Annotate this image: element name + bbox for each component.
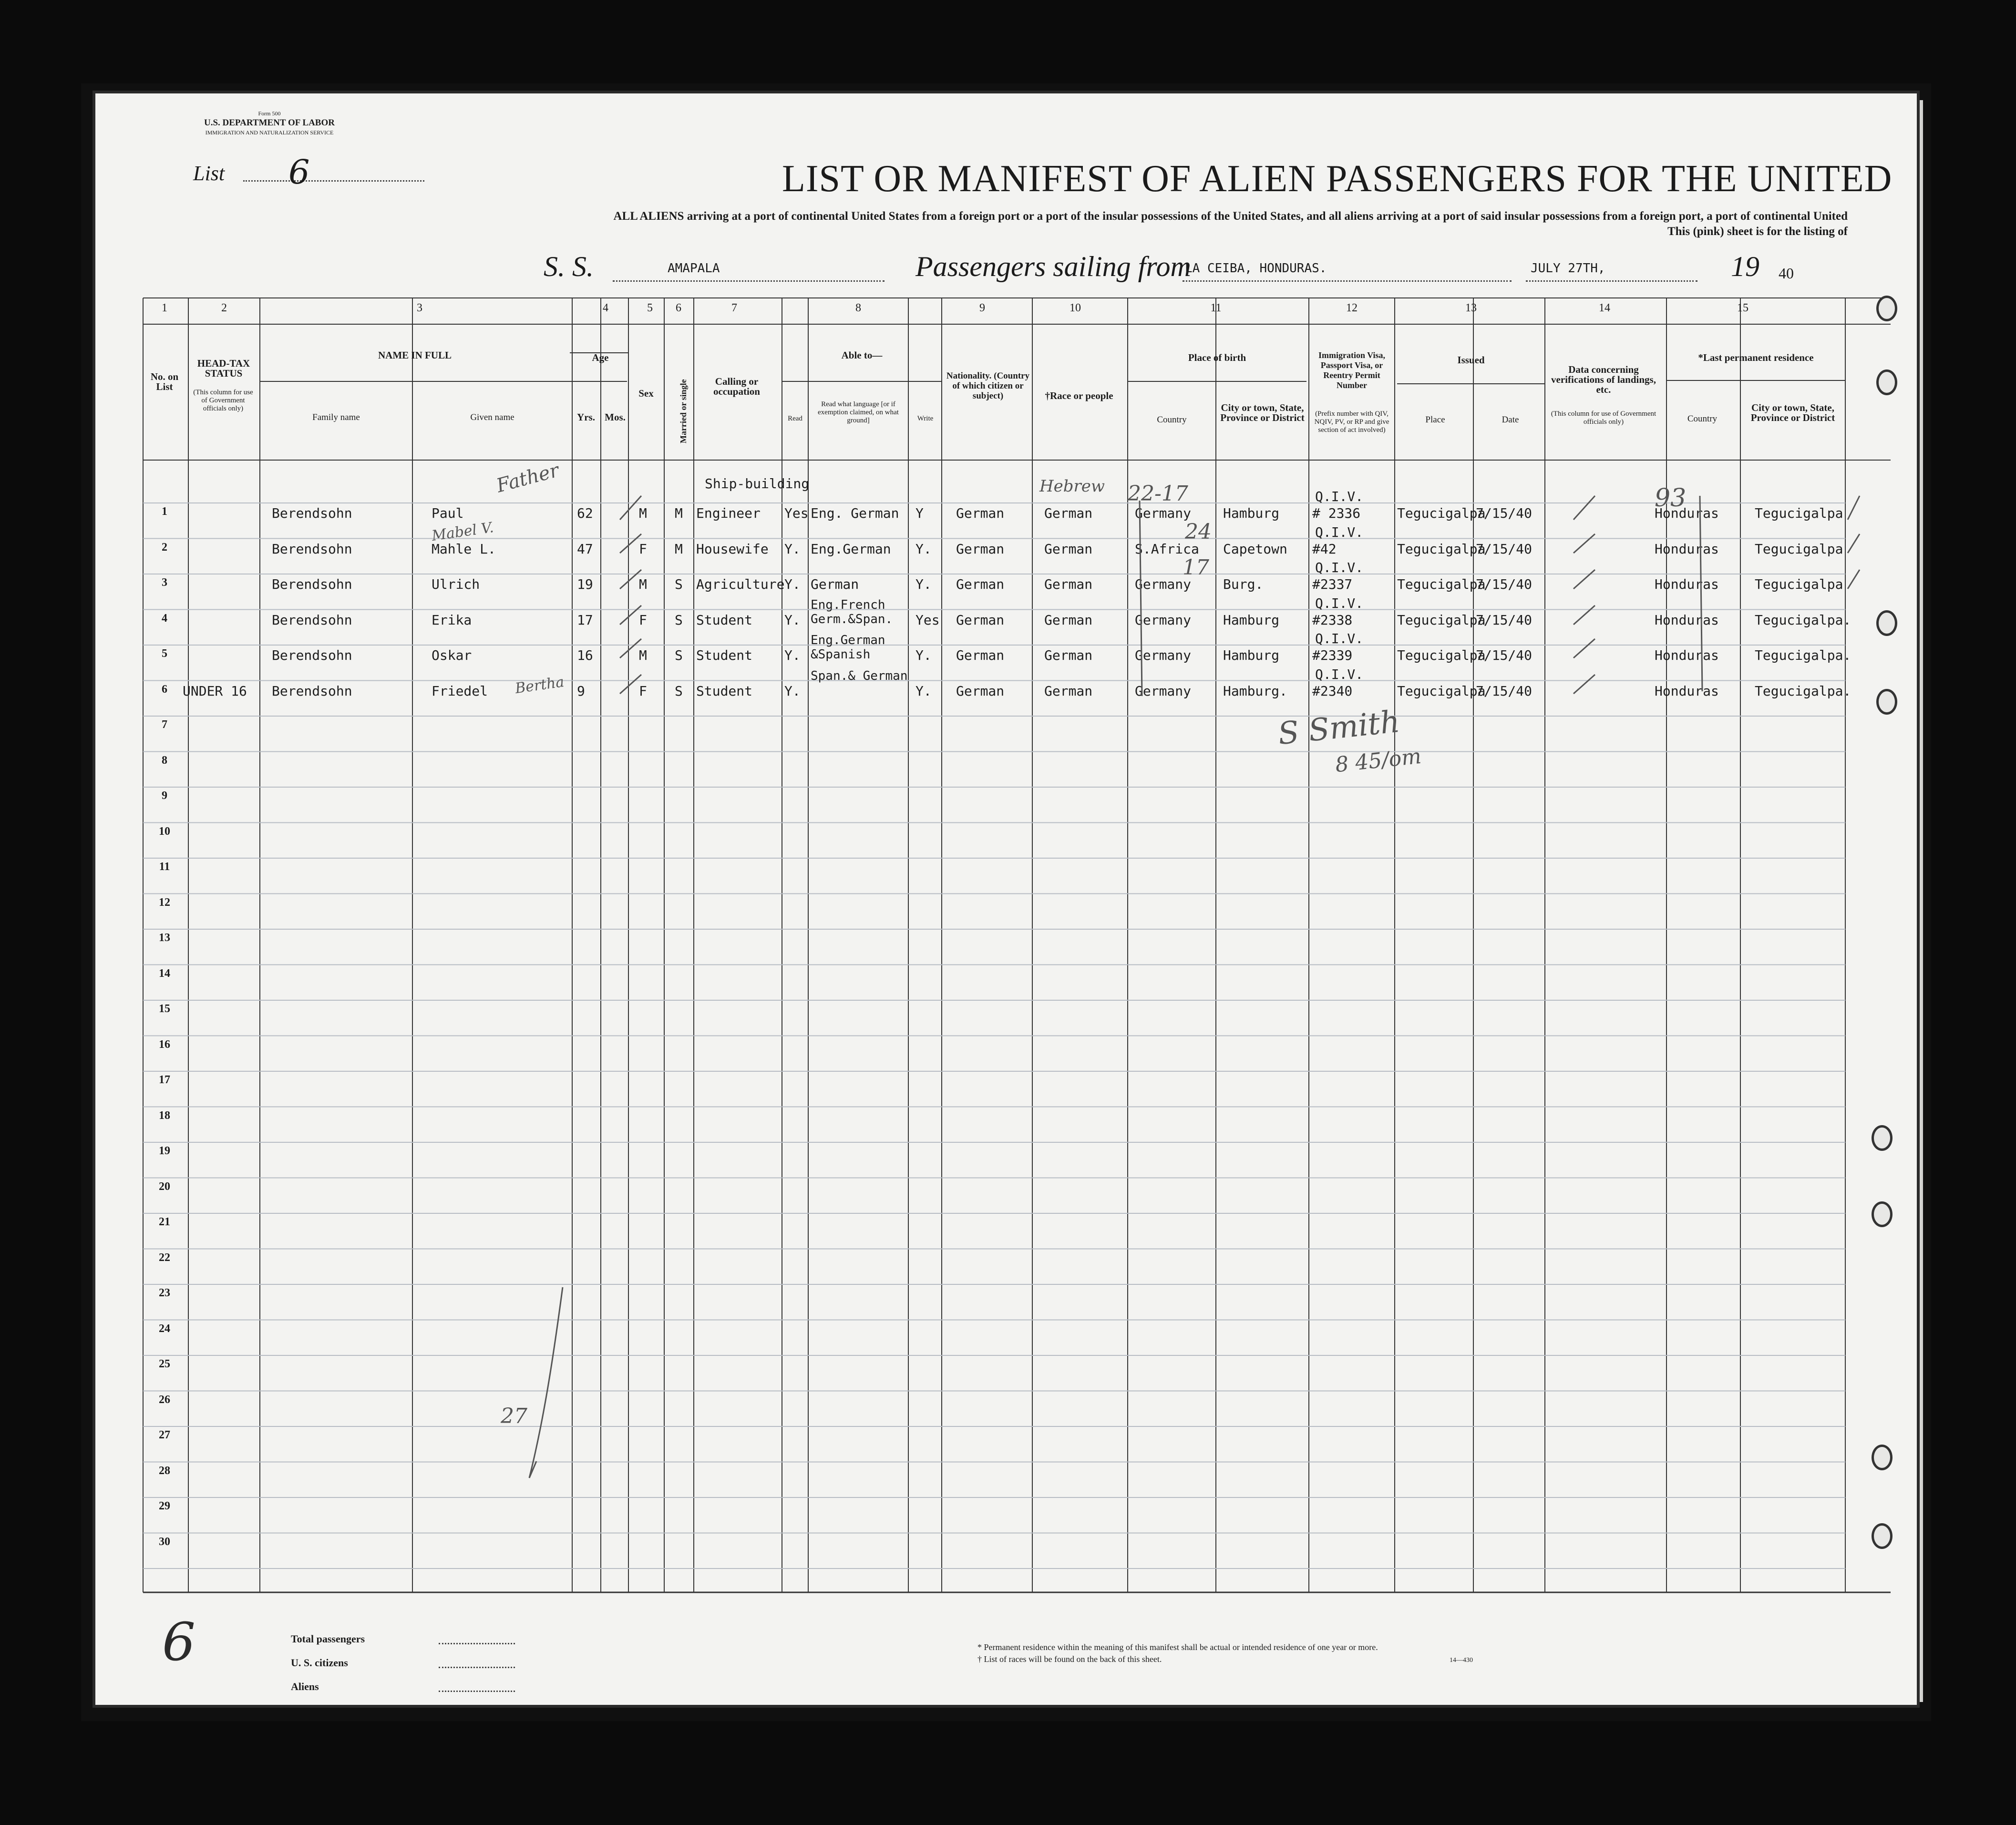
cell-res-country: Honduras	[1655, 541, 1719, 557]
row-number: 30	[159, 1535, 170, 1548]
cell-given: Ulrich	[432, 576, 480, 592]
cell-yrs: 62	[577, 505, 593, 521]
inspector-signature: S Smith	[1276, 704, 1402, 752]
citizens-line	[439, 1667, 515, 1668]
col-number: 11	[1210, 302, 1222, 314]
departure-port: LA CEIBA, HONDURAS.	[1185, 261, 1327, 276]
cell-married: S	[675, 576, 683, 592]
subtitle-line-1: ALL ALIENS arriving at a port of continental United States from a foreign port or a port of the insular possessions of the United States, and all aliens arriving at a port of said insular possessions from a foreign port, a port of continental United	[613, 210, 1848, 223]
row-number: 20	[159, 1180, 170, 1193]
cell-nationality: German	[956, 683, 1005, 699]
hdr-nationality: Nationality. (Country of which citizen or subject)	[946, 371, 1030, 401]
cell-given: Paul	[432, 505, 464, 521]
annotation-bertha: Bertha	[514, 673, 566, 697]
cell-res-city: Tegucigalpa.	[1755, 683, 1851, 699]
margin-number: 6	[162, 1611, 195, 1672]
cell-read: Y.	[784, 576, 801, 592]
hdr-read-language: Read what language [or if exemption claimed, on what ground]	[818, 400, 899, 424]
row-number: 6	[162, 683, 167, 696]
cell-date: 7/15/40	[1476, 612, 1533, 628]
hdr-mos: Mos.	[605, 411, 626, 423]
hdr-place-of-birth: Place of birth	[1188, 352, 1246, 363]
cell-res-city: Tegucigalpa	[1755, 505, 1843, 521]
cell-yrs: 17	[577, 612, 593, 628]
cell-yrs: 47	[577, 541, 593, 557]
row-number: 10	[159, 825, 170, 838]
annotation-count: 27	[501, 1404, 527, 1428]
cell-write: Y.	[915, 647, 932, 663]
row-number: 26	[159, 1393, 170, 1406]
form-number: Form 500	[258, 110, 281, 117]
hdr-yrs: Yrs.	[577, 411, 595, 423]
hdr-family-name: Family name	[312, 412, 360, 422]
hdr-residence-country: Country	[1687, 414, 1718, 424]
ss-label: S. S.	[544, 251, 594, 282]
hdr-calling: Calling or occupation	[713, 376, 760, 397]
cell-res-city: Tegucigalpa	[1755, 541, 1843, 557]
cell-res-country: Honduras	[1655, 647, 1719, 663]
cell-place: Tegucigalpa	[1397, 541, 1486, 557]
hdr-able-to: Able to—	[841, 349, 883, 361]
cell-place: Tegucigalpa	[1397, 647, 1486, 663]
binder-hole	[1872, 1201, 1893, 1227]
cell-visa: #2339	[1312, 647, 1353, 663]
cell-res-city: Tegucigalpa.	[1755, 612, 1851, 628]
cell-race: German	[1044, 576, 1093, 592]
year-suffix: 40	[1779, 265, 1794, 282]
cell-read: Yes	[784, 505, 809, 521]
row-number: 14	[159, 967, 170, 980]
cell-write: Y	[915, 505, 924, 521]
cell-country: Germany	[1135, 647, 1192, 663]
col-number: 15	[1737, 302, 1749, 314]
row-number: 23	[159, 1287, 170, 1299]
manifest-title: LIST OR MANIFEST OF ALIEN PASSENGERS FOR THE UNITED	[782, 158, 1893, 200]
cell-date: 7/15/40	[1476, 541, 1533, 557]
total-line	[439, 1643, 515, 1644]
department: U.S. DEPARTMENT OF LABOR	[204, 118, 335, 128]
binder-hole	[1876, 689, 1897, 715]
cell-read: Y.	[784, 647, 801, 663]
binder-hole	[1876, 296, 1897, 321]
us-citizens-label: U. S. citizens	[291, 1657, 348, 1669]
cell-race: German	[1044, 505, 1093, 521]
hdr-head-tax-note: (This column for use of Government officials only)	[193, 389, 253, 412]
aliens-label: Aliens	[291, 1681, 319, 1692]
binder-hole	[1872, 1523, 1893, 1549]
col-number: 9	[979, 302, 985, 314]
cell-sex: F	[639, 541, 647, 557]
row-number: 25	[159, 1358, 170, 1370]
cell-given: Oskar	[432, 647, 472, 663]
cell-write: Yes	[915, 612, 940, 628]
cell-visa: # 2336	[1312, 505, 1361, 521]
hdr-residence-city: City or town, State, Province or District	[1750, 402, 1835, 423]
year-prefix: 19	[1731, 251, 1759, 282]
hdr-given-name: Given name	[470, 412, 514, 422]
cell-family: Berendsohn	[272, 647, 352, 663]
cell-date: 7/15/40	[1476, 505, 1533, 521]
cell-lang: Eng.German &Spanish	[811, 633, 885, 662]
cell-city: Hamburg.	[1223, 683, 1287, 699]
col-number: 14	[1599, 302, 1610, 314]
cell-write: Y.	[915, 576, 932, 592]
subtitle-line-2: This (pink) sheet is for the listing of	[1667, 225, 1848, 238]
col-number: 2	[221, 302, 227, 314]
cell-sex: F	[639, 612, 647, 628]
hdr-birth-country: Country	[1157, 415, 1187, 425]
cell-calling-top: Ship-building	[705, 476, 810, 492]
cell-res-country: Honduras	[1655, 683, 1719, 699]
cell-city: Burg.	[1223, 576, 1264, 592]
hdr-no-on-list: No. on List	[150, 371, 179, 392]
cell-family: Berendsohn	[272, 576, 352, 592]
col-number: 10	[1070, 302, 1081, 314]
row-number: 3	[162, 576, 167, 589]
total-passengers-label: Total passengers	[291, 1633, 365, 1645]
hdr-issued: Issued	[1457, 354, 1485, 366]
hdr-verification: Data concerning verifications of landings, etc.	[1551, 364, 1656, 395]
cell-country: Germany	[1135, 612, 1192, 628]
col-number: 1	[162, 302, 167, 314]
binder-hole	[1876, 369, 1897, 395]
row-number: 18	[159, 1109, 170, 1122]
list-number: 6	[288, 153, 310, 192]
cell-calling: Engineer	[696, 505, 761, 521]
hdr-race: †Race or people	[1045, 390, 1113, 401]
annotation-fraction: 8 45/om	[1334, 744, 1423, 778]
annotation-race: Hebrew	[1039, 477, 1105, 496]
cell-read: Y.	[784, 612, 801, 628]
cell-country: S.Africa	[1135, 541, 1199, 557]
hdr-birth-city: City or town, State, Province or District	[1220, 402, 1305, 423]
cell-place: Tegucigalpa	[1397, 683, 1486, 699]
col-number: 12	[1346, 302, 1358, 314]
cell-country: Germany	[1135, 505, 1192, 521]
annotation-age-code: 22-17	[1128, 482, 1188, 506]
hdr-visa: Immigration Visa, Passport Visa, or Reentry Permit Number	[1318, 350, 1385, 390]
cell-res-country: Honduras	[1655, 505, 1719, 521]
cell-calling: Housewife	[696, 541, 769, 557]
binder-hole	[1872, 1125, 1893, 1151]
aliens-line	[439, 1691, 515, 1692]
cell-visa: #42	[1312, 541, 1337, 557]
cell-yrs: 19	[577, 576, 593, 592]
cell-yrs: 9	[577, 683, 585, 699]
binder-hole	[1872, 1445, 1893, 1470]
cell-res-country: Honduras	[1655, 576, 1719, 592]
cell-family: Berendsohn	[272, 541, 352, 557]
cell-write: Y.	[915, 683, 932, 699]
cell-city: Hamburg	[1223, 647, 1280, 663]
footnote-races: † List of races will be found on the back of this sheet.	[977, 1654, 1162, 1664]
cell-lang: Eng.French Germ.&Span.	[811, 597, 893, 626]
departure-date: JULY 27TH,	[1531, 261, 1605, 276]
col-number: 8	[855, 302, 861, 314]
cell-family: Berendsohn	[272, 505, 352, 521]
col-number: 5	[647, 302, 653, 314]
row-number: 21	[159, 1216, 170, 1228]
cell-given: Erika	[432, 612, 472, 628]
cell-country: Germany	[1135, 683, 1192, 699]
cell-race: German	[1044, 541, 1093, 557]
cell-head-tax: UNDER 16	[183, 683, 247, 699]
row-number: 9	[162, 789, 167, 802]
hdr-age: Age	[592, 352, 609, 363]
hdr-sex: Sex	[638, 388, 654, 399]
cell-sex: M	[639, 576, 647, 592]
row-number: 7	[162, 718, 167, 731]
cell-visa-prefix: Q.I.V.	[1315, 666, 1364, 682]
cell-family: Berendsohn	[272, 612, 352, 628]
cell-given: Friedel	[432, 683, 488, 699]
row-number: 24	[159, 1322, 170, 1335]
cell-calling: Student	[696, 647, 753, 663]
annotation-93: 93	[1655, 484, 1687, 513]
list-label: List	[193, 162, 225, 185]
col-number: 3	[417, 302, 422, 314]
row-number: 16	[159, 1038, 170, 1051]
hdr-write: Write	[917, 415, 934, 422]
cell-read: Y.	[784, 541, 801, 557]
row-number: 11	[159, 861, 170, 873]
footnote-residence: * Permanent residence within the meaning of this manifest shall be actual or intended residence of one year or more.	[977, 1642, 1378, 1652]
cell-city: Capetown	[1223, 541, 1287, 557]
cell-calling: Student	[696, 612, 753, 628]
cell-res-city: Tegucigalpa	[1755, 576, 1843, 592]
row-number: 1	[162, 505, 167, 518]
row-number: 4	[162, 612, 167, 625]
ship-name: AMAPALA	[668, 261, 720, 276]
cell-read: Y.	[784, 683, 801, 699]
cell-lang: German	[811, 576, 859, 592]
row-number: 28	[159, 1464, 170, 1477]
hdr-issued-date: Date	[1502, 415, 1519, 425]
cell-visa-prefix: Q.I.V.	[1315, 595, 1364, 611]
cell-city: Hamburg	[1223, 505, 1280, 521]
cell-place: Tegucigalpa	[1397, 612, 1486, 628]
col-number: 4	[603, 302, 608, 314]
col-number: 7	[731, 302, 737, 314]
row-number: 13	[159, 932, 170, 944]
binder-hole	[1876, 610, 1897, 636]
row-number: 29	[159, 1500, 170, 1512]
cell-visa-prefix: Q.I.V.	[1315, 524, 1364, 540]
cell-place: Tegucigalpa	[1397, 576, 1486, 592]
cell-given: Mahle L.	[432, 541, 496, 557]
cell-sex: M	[639, 505, 647, 521]
row-number: 15	[159, 1003, 170, 1015]
cell-res-country: Honduras	[1655, 612, 1719, 628]
annotation-row3-code: 17	[1183, 555, 1209, 580]
cell-married: M	[675, 541, 683, 557]
cell-married: S	[675, 683, 683, 699]
cell-calling: Student	[696, 683, 753, 699]
hdr-verification-note: (This column for use of Government officials only)	[1551, 410, 1656, 426]
form-code: 14—430	[1450, 1657, 1473, 1664]
cell-visa: #2338	[1312, 612, 1353, 628]
cell-calling: Agriculture	[696, 576, 785, 592]
cell-visa: #2340	[1312, 683, 1353, 699]
cell-married: S	[675, 647, 683, 663]
cell-lang: Eng. German	[811, 505, 899, 521]
service: IMMIGRATION AND NATURALIZATION SERVICE	[205, 129, 334, 136]
col-number: 6	[676, 302, 681, 314]
cell-write: Y.	[915, 541, 932, 557]
hdr-issued-place: Place	[1425, 415, 1445, 425]
cell-nationality: German	[956, 505, 1005, 521]
row-number: 5	[162, 647, 167, 660]
cell-nationality: German	[956, 647, 1005, 663]
cell-nationality: German	[956, 576, 1005, 592]
cell-visa-prefix: Q.I.V.	[1315, 631, 1364, 646]
cell-race: German	[1044, 612, 1093, 628]
row-number: 8	[162, 754, 167, 767]
cell-lang: Eng.German	[811, 541, 891, 557]
cell-place: Tegucigalpa	[1397, 505, 1486, 521]
row-number: 19	[159, 1145, 170, 1157]
row-number: 17	[159, 1074, 170, 1086]
cell-visa-prefix: Q.I.V.	[1315, 560, 1364, 575]
cell-race: German	[1044, 683, 1093, 699]
row-number: 2	[162, 541, 167, 554]
cell-date: 7/15/40	[1476, 576, 1533, 592]
hdr-head-tax: HEAD-TAX STATUS	[197, 358, 250, 379]
cell-lang: Span.& German	[811, 668, 908, 683]
cell-sex: F	[639, 683, 647, 699]
hdr-name-in-full: NAME IN FULL	[378, 349, 452, 361]
col-number: 13	[1465, 302, 1477, 314]
cell-sex: M	[639, 647, 647, 663]
cell-date: 7/15/40	[1476, 683, 1533, 699]
sailing-from-label: Passengers sailing from	[915, 251, 1191, 282]
cell-yrs: 16	[577, 647, 593, 663]
cell-married: M	[675, 505, 683, 521]
hdr-visa-note: (Prefix number with QIV, NQIV, PV, or RP and give section of act involved)	[1314, 410, 1389, 434]
annotation-mabel: Mabel V.	[431, 519, 495, 544]
cell-visa: #2337	[1312, 576, 1353, 592]
cell-res-city: Tegucigalpa.	[1755, 647, 1851, 663]
cell-nationality: German	[956, 541, 1005, 557]
cell-country: Germany	[1135, 576, 1192, 592]
row-number: 27	[159, 1429, 170, 1441]
cell-visa-prefix: Q.I.V.	[1315, 489, 1364, 504]
cell-married: S	[675, 612, 683, 628]
annotation-row2-code: 24	[1185, 520, 1212, 544]
cell-date: 7/15/40	[1476, 647, 1533, 663]
row-number: 12	[159, 896, 170, 909]
hdr-last-residence: *Last permanent residence	[1698, 352, 1814, 363]
cell-race: German	[1044, 647, 1093, 663]
row-number: 22	[159, 1251, 170, 1264]
cell-family: Berendsohn	[272, 683, 352, 699]
cell-nationality: German	[956, 612, 1005, 628]
cell-city: Hamburg	[1223, 612, 1280, 628]
hdr-read: Read	[788, 415, 802, 422]
annotation-father: Father	[494, 459, 562, 497]
